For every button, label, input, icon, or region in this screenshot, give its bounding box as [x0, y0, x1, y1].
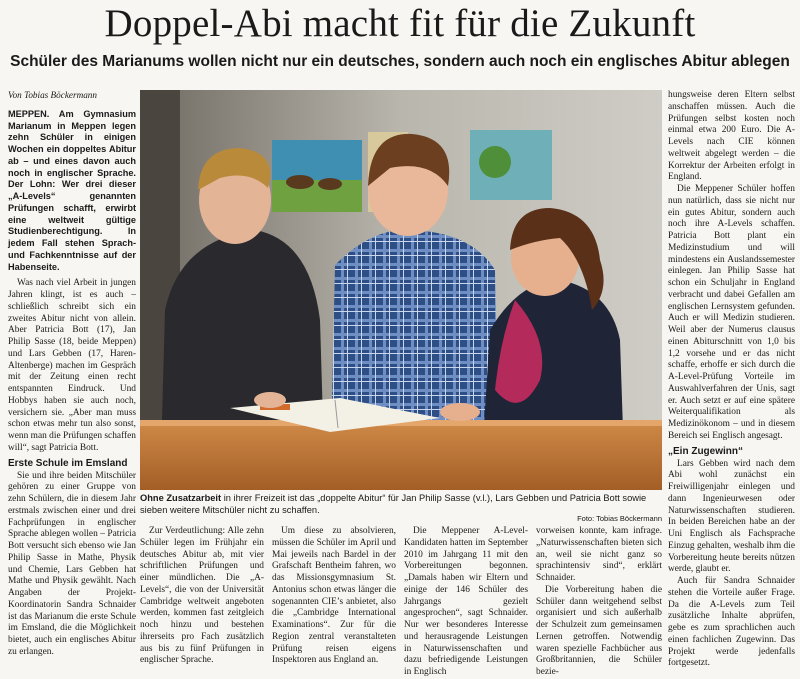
paragraph: Was nach viel Arbeit in jungen Jahren klingt, ist es auch – schließlich schreibt sich ein zweites Abitur nicht von allein. Aber Patricia Bott (17), Jan Philip Sasse (18, beide Meppen) und Lars Gebben (17, Haren-Altenberge) machen im Gespräch mit der Zeitung einen recht entspannten Eindruck. Und Hobbys haben sie auch noch, versichern sie. „Aber man muss schon etwas mehr tun also sonst, wenn man die Prüfungen schaffen will“, sagt Patricia Bott.: [8, 278, 136, 453]
column-4: [404, 526, 528, 677]
paragraph: vorweisen konnte, kam infrage. „Naturwissenschaften bieten sich an, weil sie nicht ganz so sprachintensiv sind“, erklärt Schnaider.: [536, 526, 662, 583]
headline: Doppel-Abi macht fit für die Zukunft: [104, 2, 696, 45]
paragraph: Sie und ihre beiden Mitschüler gehören zu einer Gruppe von zehn Schülern, die in diesem Jahr erstmals zwischen einer und drei Fachprüfungen in englischer Sprache ablegen wollen – Patricia Bott versucht sich ebenso wie Jan Philip Sasse in Mathe, Physik und Chemie, Lars Gebben hat Mathe und Physik gewählt. Nach Angaben der Projekt-Koordinatorin Sandra Schnaider ist das Marianum die erste Schule im Emsland, die die Möglichkeit bietet, auch ein englisches Abitur zu erlangen.: [8, 470, 136, 657]
paragraph: Zur Verdeutlichung: Alle zehn Schüler legen im Frühjahr ein deutsches Abitur ab, mit vier schriftlichen Prüfungen und einer mündlichen. Die „A-Levels“, die von der Universität Cambridge weltweit angeboten werden, kommen fast zeitgleich noch hinzu und bestehen ihrerseits pro Fach zusätzlich aus bis zu fünf Prüfungen in englischer Sprache.: [140, 526, 264, 666]
article-photo: [140, 90, 662, 490]
paragraph: Lars Gebben wird nach dem Abi wohl zunächst ein Freiwilligenjahr einlegen und dann Ingenieurwesen oder Naturwissenschaften studieren. In beiden Bereichen habe an der Uni Englisch als Fachsprache Einzug gehalten, weshalb ihm die Vorbereitung heute bereits nützen werde, glaubt er.: [668, 458, 795, 575]
column-5: [536, 526, 662, 677]
column-3: [272, 526, 396, 668]
paragraph: hungsweise deren Eltern selbst anschaffen müssen. Auch die Prüfungen selbst kosten noch einmal etwa 200 Euro. Die A-Levels nach CIE können weltweit abgelegt werden – die Korrektur der Arbeiten erfolgt in England.: [668, 90, 795, 183]
subheadline: Schüler des Marianums wollen nicht nur ein deutsches, sondern auch noch ein englisches Abitur ablegen: [10, 53, 790, 70]
paragraph: Die Meppener Schüler hoffen nun natürlich, dass sie nicht nur ein gutes Abitur, sondern auch noch ihre A-Levels schaffen. Patricia Bott plant ein Medizinstudium und will mindestens ein Auslandssemester einlegen. Jan Philip Sasse hat schon ein Schuljahr in England verbracht und dabei Gefallen am englischen Lernsystem gefunden. Auch er will Medizin studieren. Weil aber der Numerus clausus einen Abiturschnitt von 1,0 bis 1,2 vorsehe und er das nicht schaffe, erhoffe er sich durch die A-Level-Prüfung Vorteile im Auswahlverfahren der Unis, sagt er. Auch setzt er auf eine spätere Weiterqualifikation als Medizinökonom – und in diesem Bereich sei Englisch angesagt.: [668, 184, 795, 441]
paragraph: Auch für Sandra Schnaider stehen die Vorteile außer Frage. Da die A-Levels zum Teil zusätzliche Inhalte abprüfen, gebe es zum sprachlichen auch einen fachlichen Zugewinn. Das Projekt werde jedenfalls fortgesetzt.: [668, 576, 795, 669]
byline: Von Tobias Böckermann: [8, 90, 97, 100]
lead-paragraph: MEPPEN. Am Gymnasium Marianum in Meppen legen zehn Schüler in einigen Wochen ein doppeltes Abitur ab – und eines davon auch noch in englischer Sprache. Der Lohn: Wer drei dieser „A-Levels“ genannten Prüfungen schafft, erwirbt eine weltweit gültige Studienberechtigung. In jedem Fall stehen Sprach- und Fachkenntnisse auf der Habenseite.: [8, 108, 136, 272]
caption-text: in ihrer Freizeit ist das „doppelte Abitur“ für Jan Philip Sasse (v.l.), Lars Gebben und Patricia Bott sowie sieben weitere Mitschüler nicht zu schaffen.: [140, 493, 647, 515]
section-heading: Erste Schule im Emsland: [8, 457, 128, 469]
photo-illustration: [140, 90, 662, 490]
photo-caption: [140, 492, 662, 516]
photo-credit: Foto: Tobias Böckermann: [577, 514, 662, 523]
section-heading: „Ein Zugewinn“: [668, 445, 743, 457]
caption-bold: Ohne Zusatzarbeit: [140, 493, 222, 503]
paragraph: Die Vorbereitung haben die Schüler dann weitgehend selbst organisiert und sich außerhalb der Schulzeit zum gemeinsamen Lernen getroffen. Notwendig waren spezielle Fachbücher aus Großbritannien, die Schüler bezie-: [536, 584, 662, 677]
column-1: [8, 90, 136, 668]
paragraph: Die Meppener A-Level-Kandidaten hatten im September 2010 im Jahrgang 11 mit den Vorbereitungen begonnen. „Damals haben wir Eltern und einige der 146 Schüler des Jahrgangs gezielt angesprochen“, sagt Schnaider. Nur wer besonderes Interesse und herausragende Leistungen in Naturwissenschaften und dazu befriedigende Leistungen in Englisch: [404, 526, 528, 677]
paragraph: Um diese zu absolvieren, müssen die Schüler im April und Mai jeweils nach Bardel in der Grafschaft Bentheim fahren, wo das Missionsgymnasium St. Antonius schon etwas länger die sogenannten CIE’s anbietet, also die „Cambridge International Examinations“. Zur für die Region zentral veranstalteten Prüfung reisen eigens Inspektoren aus England an.: [272, 526, 396, 666]
column-6: [668, 90, 795, 668]
column-2: [140, 526, 264, 668]
